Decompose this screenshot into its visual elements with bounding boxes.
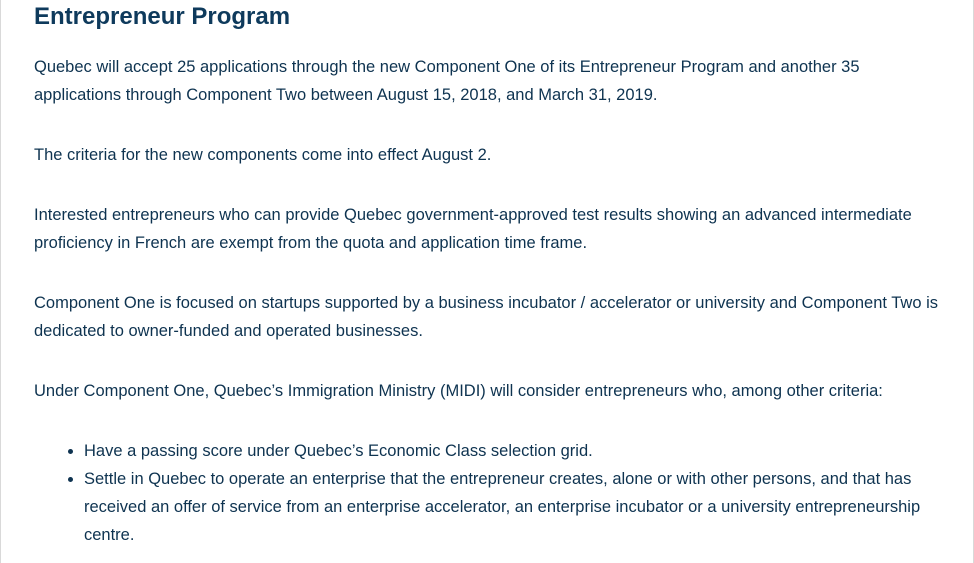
list-item: • Settle in Quebec to operate an enterprise that the entrepreneur creates, alone or with other persons, and that has received an offer of service from an enterprise accelerator, an enterprise incubator or a university entrepreneurship centre. bbox=[84, 465, 949, 549]
list-item: • Have a passing score under Quebec’s Economic Class selection grid. bbox=[84, 437, 949, 465]
paragraph-effective-date: The criteria for the new components come into effect August 2. bbox=[34, 146, 492, 164]
criteria-list bbox=[34, 437, 949, 549]
paragraph-component-focus: Component One is focused on startups supported by a business incubator / accelerator or university and Component Two is dedicated to owner-funded and operated businesses. bbox=[34, 294, 939, 340]
paragraph-french-exemption: Interested entrepreneurs who can provide Quebec government-approved test results showing an advanced intermediate proficiency in French are exempt from the quota and application time frame. bbox=[34, 206, 912, 252]
article-content bbox=[34, 0, 949, 549]
paragraph-criteria-intro: Under Component One, Quebec’s Immigration Ministry (MIDI) will consider entrepreneurs who, among other criteria: bbox=[34, 382, 883, 400]
paragraph-application-quota: Quebec will accept 25 applications through the new Component One of its Entrepreneur Program and another 35 applications through Component Two between August 15, 2018, and March 31, 2019. bbox=[34, 58, 860, 104]
article-title: Entrepreneur Program bbox=[34, 3, 291, 30]
